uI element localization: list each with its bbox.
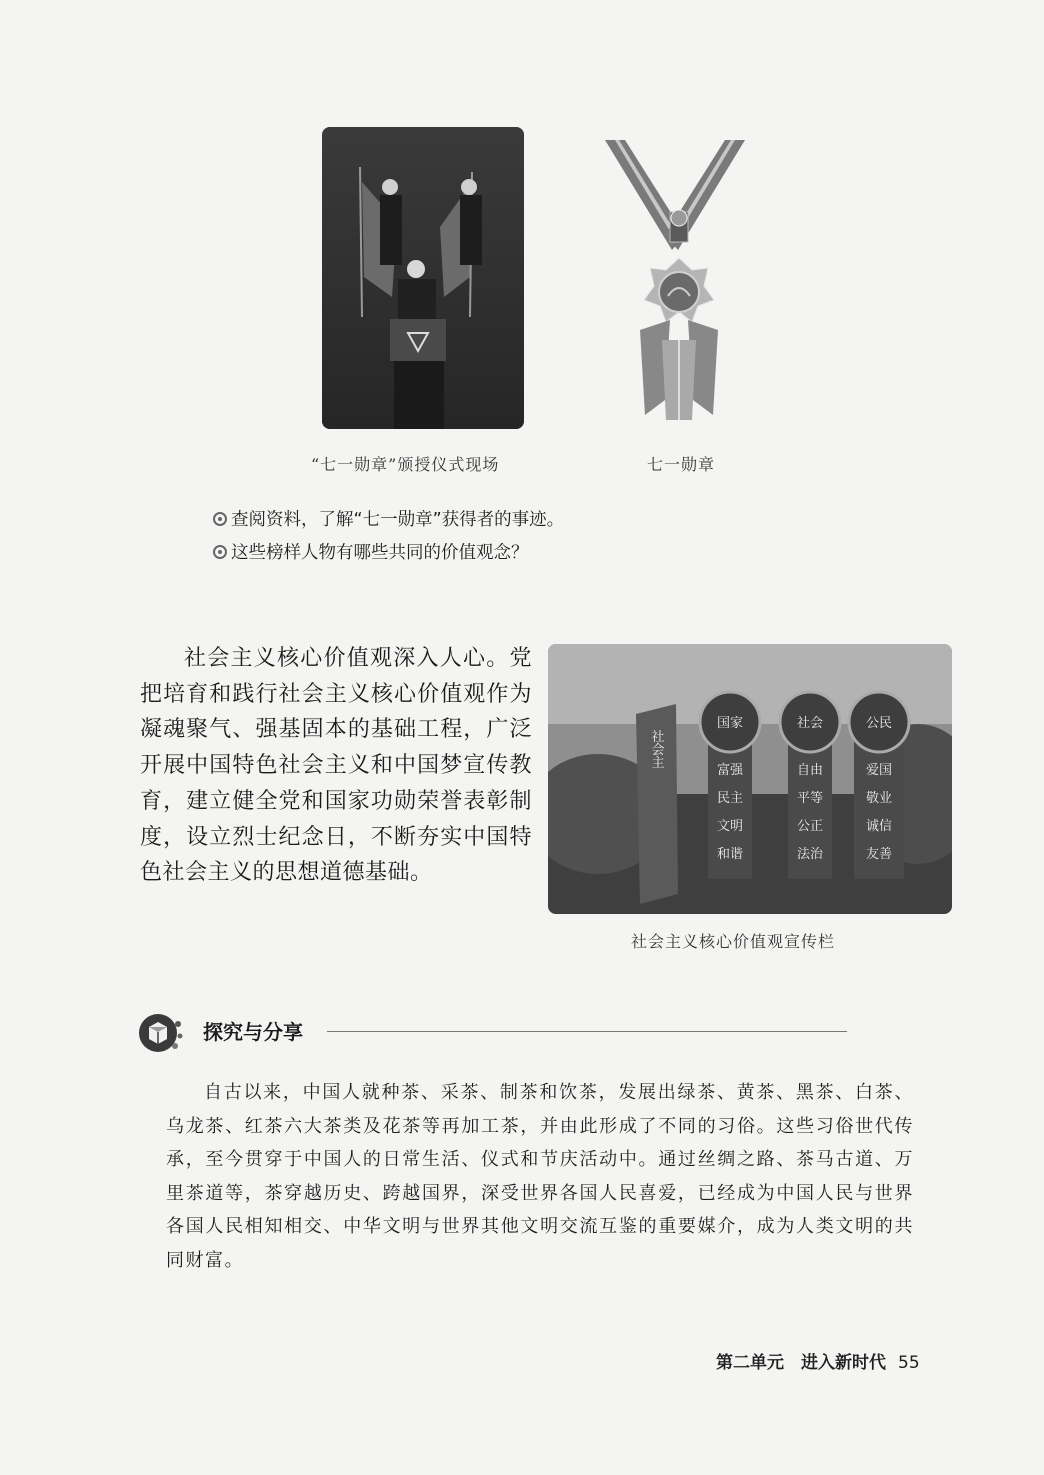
question-item — [213, 506, 564, 531]
medal-photo — [600, 140, 750, 440]
unit-title: 第二单元 进入新时代 — [716, 1353, 886, 1373]
board-caption: 社会主义核心价值观宣传栏 — [631, 932, 836, 951]
core-values-board-photo — [548, 644, 952, 914]
board-circle-label: 国家 — [716, 716, 744, 731]
page-footer — [716, 1348, 920, 1373]
section-title: 探究与分享 — [203, 1020, 303, 1044]
board-value-label: 法治 — [796, 847, 824, 862]
body-paragraph: 社会主义核心价值观深入人心。党把培育和践行社会主义核心价值观作为凝魂聚气、强基固本的基础工程，广泛开展中国特色社会主义和中国梦宣传教育，建立健全党和国家功勋荣誉表彰制度，设立烈士纪念日，不断夯实中国特色社会主义的思想道德基础。 — [140, 646, 532, 886]
board-left-pillar-label: 社会主 — [648, 729, 664, 769]
section-divider — [327, 1031, 847, 1032]
board-value-label: 诚信 — [865, 819, 893, 834]
board-value-label: 友善 — [865, 847, 893, 862]
ceremony-photo — [322, 127, 524, 429]
board-value-label: 和谐 — [716, 847, 744, 862]
board-circle-label: 社会 — [796, 716, 824, 731]
medal-caption: 七一勋章 — [647, 455, 716, 474]
question-bullet-icon — [213, 512, 227, 526]
board-value-label: 爱国 — [865, 763, 893, 778]
explore-paragraph: 自古以来，中国人就种茶、采茶、制茶和饮茶，发展出绿茶、黄茶、黑茶、白茶、乌龙茶、红茶六大茶类及花茶等再加工茶，并由此形成了不同的习俗。这些习俗世代传承，至今贯穿于中国人的日常生活、仪式和节庆活动中。通过丝绸之路、茶马古道、万里茶道等，茶穿越历史、跨越国界，深受世界各国人民喜爱，已经成为中国人民与世界各国人民相知相交、中华文明与世界其他文明交流互鉴的重要媒介，成为人类文明的共同财富。 — [166, 1082, 914, 1271]
ceremony-caption: “七一勋章”颁授仪式现场 — [311, 455, 500, 474]
explore-share-icon — [138, 1012, 184, 1054]
question-bullet-icon — [213, 545, 227, 559]
question-text: 这些榜样人物有哪些共同的价值观念？ — [231, 543, 529, 563]
board-value-label: 民主 — [716, 791, 744, 806]
board-value-label: 自由 — [796, 763, 824, 778]
question-text: 查阅资料，了解“七一勋章”获得者的事迹。 — [231, 510, 565, 530]
question-item — [213, 539, 529, 564]
board-value-label: 敬业 — [865, 791, 893, 806]
board-value-label: 公正 — [796, 819, 824, 834]
board-circle-label: 公民 — [865, 716, 893, 731]
board-value-label: 文明 — [716, 819, 744, 834]
page-number: 55 — [898, 1353, 920, 1373]
board-value-label: 平等 — [796, 791, 824, 806]
board-value-label: 富强 — [716, 763, 744, 778]
